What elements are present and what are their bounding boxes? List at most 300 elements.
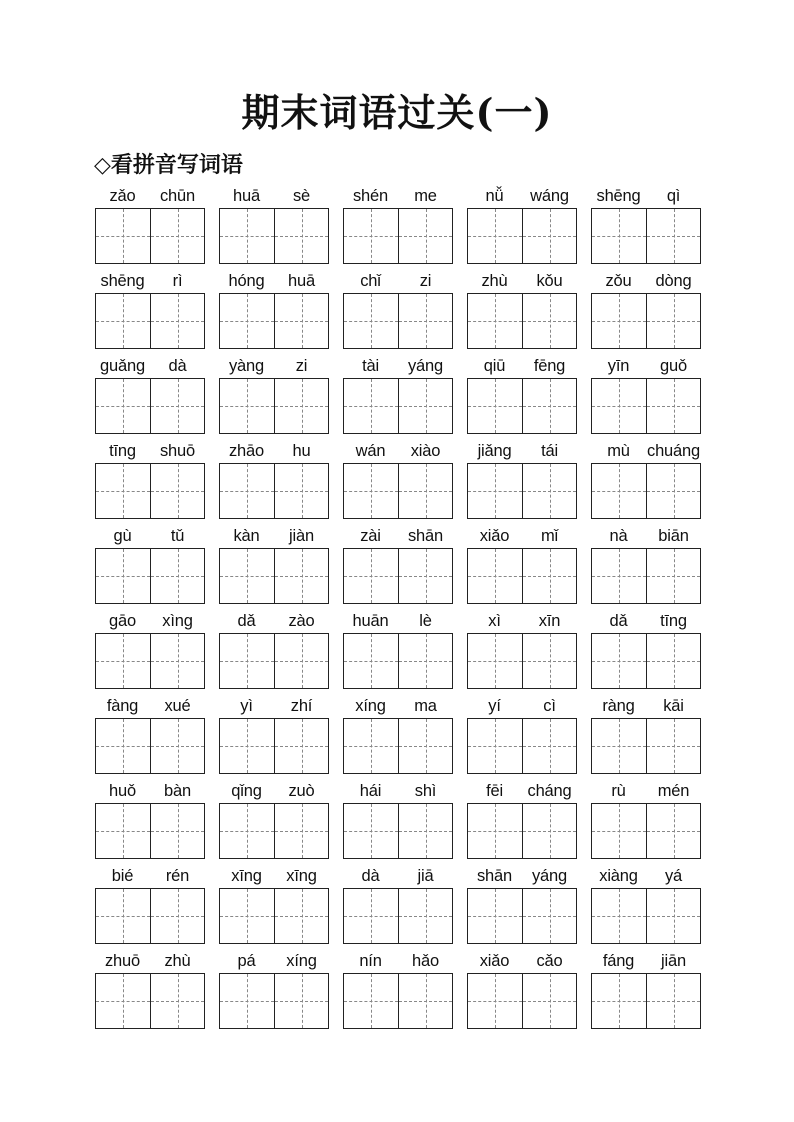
tianzige-box[interactable] [398,974,452,1028]
tianzige-box[interactable] [468,464,522,518]
pinyin-syllable: chūn [160,187,195,205]
pinyin-syllable: xué [164,697,191,715]
tianzige-box[interactable] [398,464,452,518]
pinyin-syllable: fēi [486,782,503,800]
pinyin-line [219,184,329,208]
tianzige-box[interactable] [220,804,274,858]
pinyin-line [467,949,577,973]
tianzige-box[interactable] [96,379,150,433]
pinyin-line [95,354,205,378]
tianzige-box[interactable] [150,379,204,433]
tianzige-box[interactable] [274,294,328,348]
pinyin-line [219,864,329,888]
pinyin-syllable: yīn [607,357,630,375]
pinyin-syllable: cháng [527,782,572,800]
writing-boxes [343,208,453,264]
writing-boxes [219,633,329,689]
tianzige-box[interactable] [592,719,646,773]
writing-boxes [591,973,701,1029]
pinyin-syllable: xíng [355,697,386,715]
pinyin-syllable: xì [488,612,501,630]
word-item [591,609,701,694]
pinyin-syllable: jiǎng [477,442,512,460]
pinyin-syllable: zi [295,357,308,375]
tianzige-box[interactable] [344,889,398,943]
pinyin-syllable: mù [607,442,630,460]
pinyin-syllable: fàng [106,697,139,715]
pinyin-line [343,269,453,293]
tianzige-box[interactable] [220,294,274,348]
pinyin-line [95,184,205,208]
word-item [95,609,205,694]
tianzige-box[interactable] [96,634,150,688]
pinyin-line [591,439,701,463]
tianzige-box[interactable] [646,634,700,688]
writing-boxes [95,633,205,689]
writing-boxes [467,463,577,519]
pinyin-line [591,269,701,293]
word-item [591,949,701,1034]
tianzige-box[interactable] [220,719,274,773]
word-item [591,269,701,354]
pinyin-syllable: huā [233,187,260,205]
word-item [343,609,453,694]
tianzige-box[interactable] [274,889,328,943]
tianzige-box[interactable] [220,889,274,943]
tianzige-box[interactable] [274,464,328,518]
writing-boxes [467,718,577,774]
word-item [219,524,329,609]
pinyin-syllable: yáng [408,357,443,375]
word-row [95,779,705,864]
tianzige-box[interactable] [150,464,204,518]
writing-boxes [219,208,329,264]
pinyin-syllable: xiàng [599,867,638,885]
pinyin-syllable: xiào [410,442,441,460]
tianzige-box[interactable] [344,634,398,688]
writing-boxes [467,548,577,604]
pinyin-syllable: shuō [160,442,195,460]
tianzige-box[interactable] [592,634,646,688]
tianzige-box[interactable] [220,974,274,1028]
writing-boxes [219,803,329,859]
pinyin-syllable: mǐ [540,527,558,545]
tianzige-box[interactable] [522,634,576,688]
word-item [219,269,329,354]
tianzige-box[interactable] [646,209,700,263]
pinyin-syllable: chuáng [647,442,700,460]
tianzige-box[interactable] [344,719,398,773]
tianzige-box[interactable] [220,209,274,263]
pinyin-syllable: biān [658,527,689,545]
pinyin-line [591,609,701,633]
word-item [95,949,205,1034]
pinyin-line [95,694,205,718]
pinyin-syllable: yáng [532,867,567,885]
tianzige-box[interactable] [220,549,274,603]
tianzige-box[interactable] [592,804,646,858]
word-item [591,864,701,949]
word-item [343,269,453,354]
word-row [95,524,705,609]
pinyin-syllable: yàng [229,357,264,375]
tianzige-box[interactable] [398,804,452,858]
pinyin-syllable: jiān [661,952,686,970]
word-item [95,779,205,864]
pinyin-syllable: dà [361,867,380,885]
word-item [343,524,453,609]
word-item [467,949,577,1034]
tianzige-box[interactable] [96,889,150,943]
writing-boxes [467,973,577,1029]
tianzige-box[interactable] [344,379,398,433]
tianzige-box[interactable] [592,209,646,263]
tianzige-box[interactable] [646,889,700,943]
writing-boxes [95,293,205,349]
word-item [591,354,701,439]
writing-boxes [95,888,205,944]
pinyin-syllable: zǎo [109,187,136,205]
word-item [219,779,329,864]
pinyin-line [467,779,577,803]
word-item [343,439,453,524]
pinyin-line [95,779,205,803]
pinyin-line [219,779,329,803]
tianzige-box[interactable] [274,379,328,433]
tianzige-box[interactable] [592,974,646,1028]
tianzige-box[interactable] [398,719,452,773]
pinyin-line [219,354,329,378]
tianzige-box[interactable] [398,549,452,603]
word-row [95,864,705,949]
writing-boxes [591,803,701,859]
tianzige-box[interactable] [96,549,150,603]
writing-boxes [591,633,701,689]
pinyin-line [591,354,701,378]
tianzige-box[interactable] [344,974,398,1028]
tianzige-box[interactable] [344,804,398,858]
tianzige-box[interactable] [96,804,150,858]
pinyin-line [95,439,205,463]
tianzige-box[interactable] [592,889,646,943]
word-item [467,354,577,439]
tianzige-box[interactable] [344,464,398,518]
tianzige-box[interactable] [150,549,204,603]
writing-boxes [219,293,329,349]
tianzige-box[interactable] [522,889,576,943]
writing-boxes [591,888,701,944]
pinyin-line [343,354,453,378]
tianzige-box[interactable] [274,634,328,688]
tianzige-box[interactable] [150,889,204,943]
tianzige-box[interactable] [468,974,522,1028]
tianzige-box[interactable] [522,464,576,518]
pinyin-syllable: zi [419,272,432,290]
pinyin-line [467,439,577,463]
pinyin-syllable: guǒ [660,357,687,375]
pinyin-syllable: yì [240,697,253,715]
tianzige-box[interactable] [592,549,646,603]
tianzige-box[interactable] [468,294,522,348]
pinyin-syllable: pá [237,952,256,970]
writing-boxes [219,463,329,519]
word-item [343,184,453,269]
tianzige-box[interactable] [468,634,522,688]
pinyin-syllable: fáng [602,952,635,970]
word-item [591,779,701,864]
tianzige-box[interactable] [220,634,274,688]
writing-boxes [467,378,577,434]
pinyin-syllable: huā [288,272,315,290]
tianzige-box[interactable] [522,549,576,603]
writing-boxes [219,548,329,604]
writing-boxes [467,888,577,944]
pinyin-syllable: xīng [286,867,317,885]
writing-boxes [591,463,701,519]
pinyin-syllable: mén [657,782,690,800]
pinyin-syllable: dǎ [237,612,256,630]
pinyin-syllable: zhāo [229,442,264,460]
tianzige-box[interactable] [150,634,204,688]
tianzige-box[interactable] [468,209,522,263]
pinyin-line [467,354,577,378]
word-item [591,184,701,269]
tianzige-box[interactable] [592,464,646,518]
word-row [95,609,705,694]
pinyin-syllable: hu [292,442,311,460]
writing-boxes [343,633,453,689]
tianzige-box[interactable] [592,379,646,433]
word-row [95,184,705,269]
pinyin-syllable: shēng [100,272,145,290]
tianzige-box[interactable] [344,209,398,263]
pinyin-line [591,949,701,973]
word-item [591,524,701,609]
pinyin-syllable: hóng [228,272,265,290]
pinyin-line [467,694,577,718]
tianzige-box[interactable] [522,804,576,858]
tianzige-box[interactable] [150,209,204,263]
pinyin-syllable: shì [414,782,437,800]
tianzige-box[interactable] [646,719,700,773]
pinyin-line [219,524,329,548]
writing-boxes [343,803,453,859]
tianzige-box[interactable] [468,549,522,603]
section-heading: ◇看拼音写词语 [94,152,243,178]
tianzige-box[interactable] [96,719,150,773]
pinyin-syllable: shān [477,867,512,885]
pinyin-line [591,524,701,548]
pinyin-syllable: kàn [233,527,260,545]
pinyin-syllable: zào [288,612,315,630]
tianzige-box[interactable] [344,294,398,348]
pinyin-syllable: tīng [109,442,136,460]
tianzige-box[interactable] [468,889,522,943]
writing-boxes [591,208,701,264]
pinyin-syllable: zhuō [105,952,140,970]
pinyin-syllable: lè [419,612,432,630]
writing-boxes [95,803,205,859]
pinyin-syllable: shén [353,187,388,205]
tianzige-box[interactable] [398,294,452,348]
tianzige-box[interactable] [646,974,700,1028]
tianzige-box[interactable] [274,209,328,263]
pinyin-syllable: bié [111,867,134,885]
word-item [467,184,577,269]
writing-boxes [467,208,577,264]
pinyin-line [467,609,577,633]
pinyin-syllable: xiǎo [479,527,510,545]
pinyin-syllable: xiǎo [479,952,510,970]
pinyin-syllable: tài [362,357,379,375]
pinyin-line [343,694,453,718]
pinyin-line [95,864,205,888]
pinyin-line [467,184,577,208]
tianzige-box[interactable] [398,379,452,433]
tianzige-box[interactable] [150,294,204,348]
tianzige-box[interactable] [220,379,274,433]
tianzige-box[interactable] [522,294,576,348]
tianzige-box[interactable] [150,719,204,773]
word-item [467,609,577,694]
tianzige-box[interactable] [592,294,646,348]
tianzige-box[interactable] [274,974,328,1028]
tianzige-box[interactable] [468,379,522,433]
tianzige-box[interactable] [468,804,522,858]
tianzige-box[interactable] [646,549,700,603]
tianzige-box[interactable] [150,804,204,858]
writing-boxes [95,548,205,604]
pinyin-syllable: hái [359,782,382,800]
word-row [95,439,705,524]
tianzige-box[interactable] [468,719,522,773]
tianzige-box[interactable] [398,634,452,688]
pinyin-syllable: hǎo [412,952,439,970]
writing-boxes [95,973,205,1029]
pinyin-syllable: bàn [164,782,191,800]
tianzige-box[interactable] [646,379,700,433]
word-item [467,524,577,609]
tianzige-box[interactable] [274,719,328,773]
pinyin-syllable: dà [168,357,187,375]
writing-boxes [591,378,701,434]
word-item [219,354,329,439]
writing-boxes [591,548,701,604]
word-grid [95,184,705,1034]
pinyin-syllable: zài [360,527,381,545]
tianzige-box[interactable] [646,294,700,348]
word-item [343,694,453,779]
pinyin-syllable: jiā [417,867,434,885]
writing-boxes [219,973,329,1029]
tianzige-box[interactable] [398,209,452,263]
tianzige-box[interactable] [274,804,328,858]
pinyin-syllable: fēng [533,357,566,375]
pinyin-line [343,609,453,633]
pinyin-line [343,949,453,973]
pinyin-syllable: ma [414,697,437,715]
pinyin-syllable: zhù [164,952,191,970]
word-item [591,439,701,524]
word-item [343,779,453,864]
tianzige-box[interactable] [96,974,150,1028]
pinyin-line [343,779,453,803]
tianzige-box[interactable] [646,464,700,518]
pinyin-syllable: zhù [481,272,508,290]
pinyin-line [95,524,205,548]
pinyin-line [219,949,329,973]
pinyin-line [343,524,453,548]
word-item [343,949,453,1034]
pinyin-syllable: tái [541,442,558,460]
word-item [95,354,205,439]
pinyin-line [95,609,205,633]
pinyin-line [467,864,577,888]
word-item [219,864,329,949]
pinyin-syllable: kāi [663,697,684,715]
word-item [219,694,329,779]
tianzige-box[interactable] [522,379,576,433]
tianzige-box[interactable] [522,974,576,1028]
word-item [219,184,329,269]
tianzige-box[interactable] [646,804,700,858]
pinyin-syllable: xíng [286,952,317,970]
pinyin-syllable: wáng [530,187,569,205]
pinyin-syllable: me [414,187,437,205]
word-item [95,184,205,269]
pinyin-syllable: qì [666,187,681,205]
pinyin-line [591,864,701,888]
pinyin-line [343,439,453,463]
pinyin-syllable: cǎo [536,952,563,970]
tianzige-box[interactable] [522,719,576,773]
word-row [95,694,705,779]
pinyin-syllable: huān [352,612,389,630]
word-item [467,269,577,354]
pinyin-line [467,269,577,293]
pinyin-syllable: zuò [288,782,315,800]
pinyin-line [343,184,453,208]
word-item [467,694,577,779]
tianzige-box[interactable] [96,294,150,348]
word-row [95,269,705,354]
pinyin-syllable: zǒu [605,272,632,290]
writing-boxes [343,718,453,774]
writing-boxes [95,208,205,264]
tianzige-box[interactable] [96,464,150,518]
pinyin-syllable: qiū [483,357,506,375]
pinyin-line [467,524,577,548]
word-item [95,524,205,609]
pinyin-line [219,269,329,293]
tianzige-box[interactable] [344,549,398,603]
tianzige-box[interactable] [274,549,328,603]
tianzige-box[interactable] [96,209,150,263]
writing-boxes [219,378,329,434]
word-item [467,864,577,949]
pinyin-syllable: tǔ [170,527,185,545]
writing-boxes [219,718,329,774]
tianzige-box[interactable] [220,464,274,518]
writing-boxes [343,973,453,1029]
tianzige-box[interactable] [522,209,576,263]
word-item [219,949,329,1034]
word-item [219,439,329,524]
tianzige-box[interactable] [398,889,452,943]
pinyin-syllable: rù [611,782,626,800]
writing-boxes [95,378,205,434]
tianzige-box[interactable] [150,974,204,1028]
